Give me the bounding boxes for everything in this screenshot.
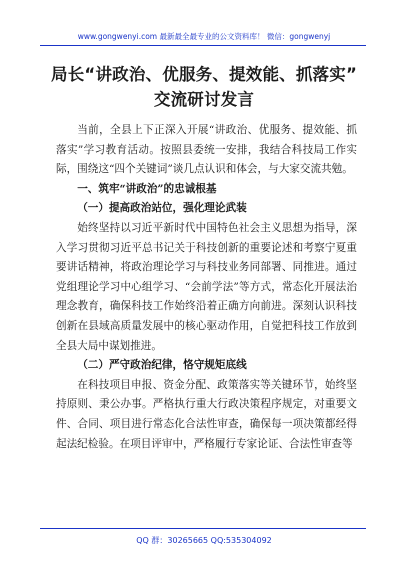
section-heading-1: 一、筑牢“讲政治”的忠诚根基 xyxy=(77,182,217,195)
paragraph-2: 在科技项目申报、资金分配、政策落实等关键环节，始终坚持原则、秉公办事。严格执行重大行政决策程序规定，对重要文件、合同、项目进行常态化合法性审查，确保每一项决策都经得起法纪检验。在项目评审中，严格履行专家论证、合法性审查等 xyxy=(56,378,357,450)
footer-contact-text: QQ 群：30265665 QQ:535304092 xyxy=(136,536,272,545)
intro-paragraph: 当前，全县上下正深入开展“讲政治、优服务、提效能、抓落实”学习教育活动。按照县委统一安排，我结合科技局工作实际，围绕这“四个关键词”谈几点认识和体会，与大家交流共勉。 xyxy=(56,124,357,176)
paragraph-1: 始终坚持以习近平新时代中国特色社会主义思想为指导，深入学习贯彻习近平总书记关于科技创新的重要论述和考察宁夏重要讲话精神，将政治理论学习与科技业务同部署、同推进。通过党组理论学习中心组学习、“会前学法”等方式，常态化开展法治理念教育，确保科技工作始终沿着正确方向前进。深刻认识科技创新在县域高质量发展中的核心驱动作用，自觉把科技工作放到全县大局中谋划推进。 xyxy=(56,221,357,352)
header-website-text: www.gongwenyi.com 最新最全最专业的公文资料库！ 微信：gongwenyj xyxy=(77,32,331,41)
page-footer xyxy=(0,528,408,580)
document-title-line1: 局长“讲政治、优服务、提效能、抓落实” xyxy=(51,65,357,84)
document-body xyxy=(56,121,357,454)
subsection-heading-1: （一）提高政治站位，强化理论武装 xyxy=(77,202,247,215)
footer-divider xyxy=(40,528,366,529)
document-title-line2: 交流研讨发言 xyxy=(153,90,255,109)
subsection-heading-2: （二）严守政治纪律，恪守规矩底线 xyxy=(77,359,247,372)
page-header xyxy=(0,0,408,56)
header-divider xyxy=(40,45,366,46)
